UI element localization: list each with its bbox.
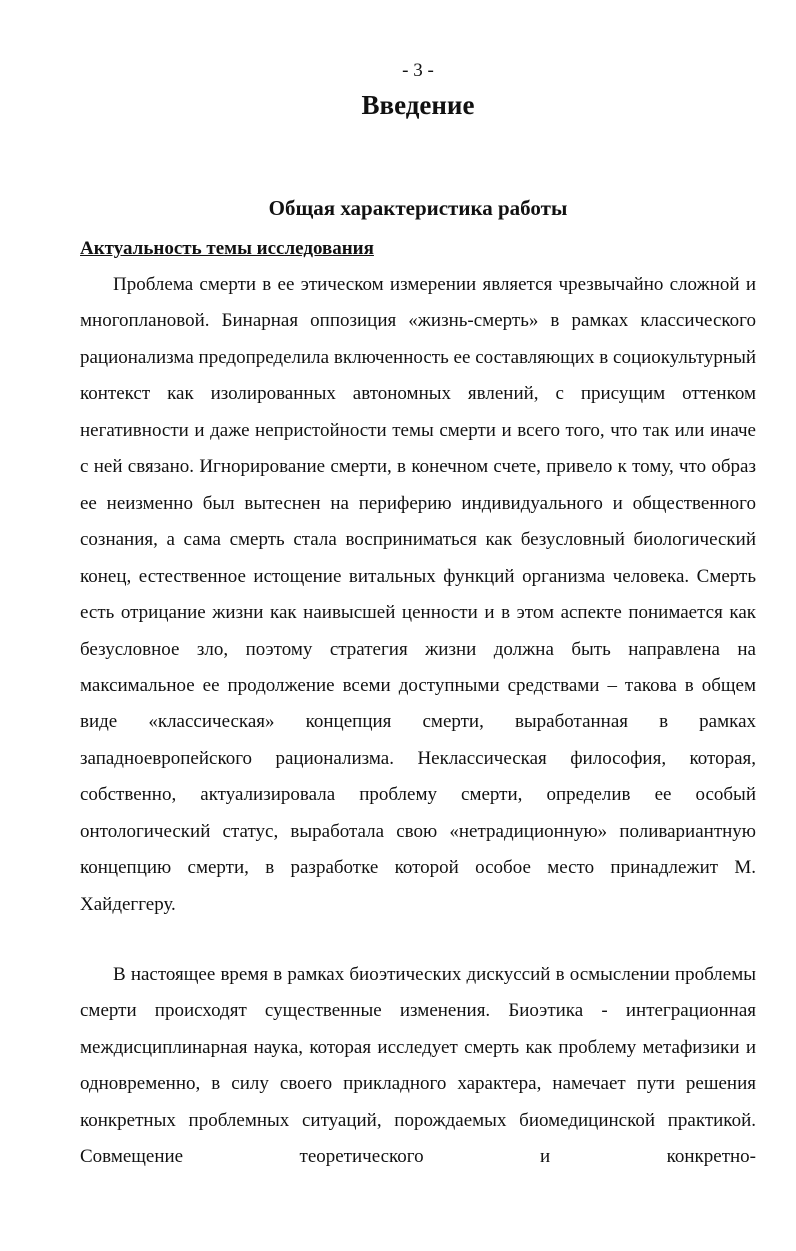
paragraph-2: В настоящее время в рамках биоэтических дискуссий в осмыслении проблемы смерти происходят существенные изменения. Биоэтика - интеграционная междисциплинарная наука, которая исследует смерть как проблему метафизики и одновременно, в силу своего прикладного характера, намечает пути решения конкретных проблемных ситуаций, порождаемых биомедицинской практикой. Совмещение теоретического и конкретно- [80, 964, 756, 1168]
paragraph-1: Проблема смерти в ее этическом измерении является чрезвычайно сложной и многоплановой. Бинарная оппозиция «жизнь-смерть» в рамках классического рационализма предопределила включенность ее составляющих в социокультурный контекст как изолированных автономных явлений, с присущим оттенком негативности и даже непристойности темы смерти и всего того, что так или иначе с ней связано. Игнорирование смерти, в конечном счете, привело к тому, что образ ее неизменно был вытеснен на периферию индивидуального и общественного сознания, а сама смерть стала восприниматься как безусловный биологический конец, естественное истощение витальных функций организма человека. Смерть есть отрицание жизни как наивысшей ценности и в этом аспекте понимается как безусловное зло, поэтому стратегия жизни должна быть направлена на максимальное ее продолжение всеми доступными средствами – такова в общем виде «классическая» концепция смерти, выработанная в рамках западноевропейского рационализма. Неклассическая философия, которая, собственно, актуализировала проблему смерти, определив ее особый онтологический статус, выработала свою «нетрадиционную» поливариантную концепцию смерти, в разработке которой особое место принадлежит М. Хайдеггеру. [80, 274, 756, 915]
page-title: Введение [361, 90, 475, 120]
section-title: Общая характеристика работы [268, 196, 568, 220]
subsection-heading: Актуальность темы исследования [80, 238, 374, 259]
page-number: - 3 - [402, 60, 434, 81]
